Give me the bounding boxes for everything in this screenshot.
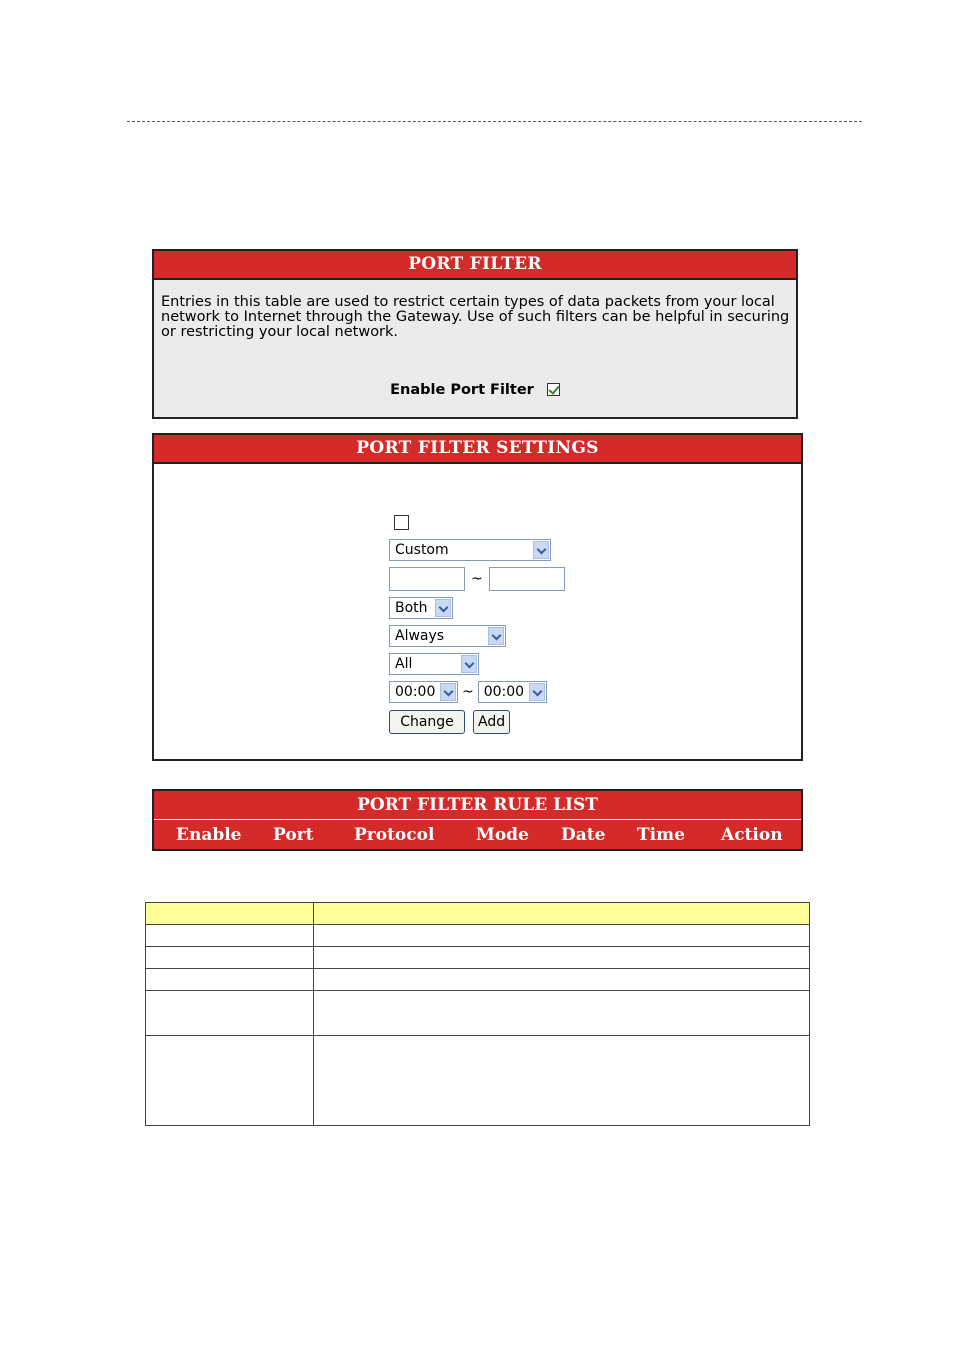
change-button[interactable]: Change <box>389 710 465 734</box>
port-filter-description: Entries in this table are used to restrict certain types of data packets from your local network to Internet through the Gateway. Use of such filters can be helpful in securing or restricting your local network. <box>161 294 790 340</box>
rule-list-panel <box>152 789 803 851</box>
chevron-down-icon <box>529 683 545 701</box>
col-enable: Enable <box>176 825 242 845</box>
time-from-value: 00:00 <box>395 684 436 700</box>
table-header-row <box>146 903 810 925</box>
enable-rule-checkbox[interactable] <box>394 515 409 530</box>
table-row <box>146 947 810 969</box>
chevron-down-icon <box>533 541 549 559</box>
time-to-value: 00:00 <box>483 684 525 700</box>
protocol-value: Both <box>395 600 428 616</box>
table-row <box>146 925 810 947</box>
chevron-down-icon <box>440 683 456 701</box>
enable-port-filter-row <box>154 382 796 398</box>
protocol-select[interactable] <box>389 597 453 619</box>
col-time: Time <box>637 825 685 845</box>
application-value: Custom <box>395 542 449 558</box>
port-range-separator: ~ <box>471 571 483 587</box>
col-protocol: Protocol <box>354 825 435 845</box>
port-filter-panel <box>152 249 798 419</box>
enable-port-filter-checkbox[interactable] <box>547 383 560 396</box>
application-select[interactable] <box>389 539 551 561</box>
filter-mode-value: Always <box>395 628 445 644</box>
chevron-down-icon <box>488 627 504 645</box>
col-mode: Mode <box>476 825 529 845</box>
col-port: Port <box>273 825 314 845</box>
description-table <box>145 902 810 1126</box>
time-from-select[interactable] <box>389 681 458 703</box>
add-button[interactable]: Add <box>473 710 510 734</box>
port-from-input[interactable] <box>389 567 465 591</box>
col-action: Action <box>721 825 783 845</box>
date-define-value: All <box>395 656 413 672</box>
table-row <box>146 1036 810 1126</box>
chevron-down-icon <box>461 655 477 673</box>
table-row <box>146 969 810 991</box>
port-filter-settings-panel <box>152 433 803 761</box>
port-filter-title: PORT FILTER <box>154 251 796 280</box>
settings-title: PORT FILTER SETTINGS <box>154 435 801 464</box>
chevron-down-icon <box>435 599 451 617</box>
time-to-select[interactable] <box>478 681 547 703</box>
time-range-separator: ~ <box>462 684 474 700</box>
filter-mode-select[interactable] <box>389 625 506 647</box>
date-define-select[interactable] <box>389 653 479 675</box>
col-date: Date <box>561 825 606 845</box>
table-row <box>146 991 810 1036</box>
rule-list-title: PORT FILTER RULE LIST <box>154 791 801 820</box>
port-to-input[interactable] <box>489 567 565 591</box>
page-divider <box>127 121 862 122</box>
enable-port-filter-label: Enable Port Filter <box>390 382 534 398</box>
